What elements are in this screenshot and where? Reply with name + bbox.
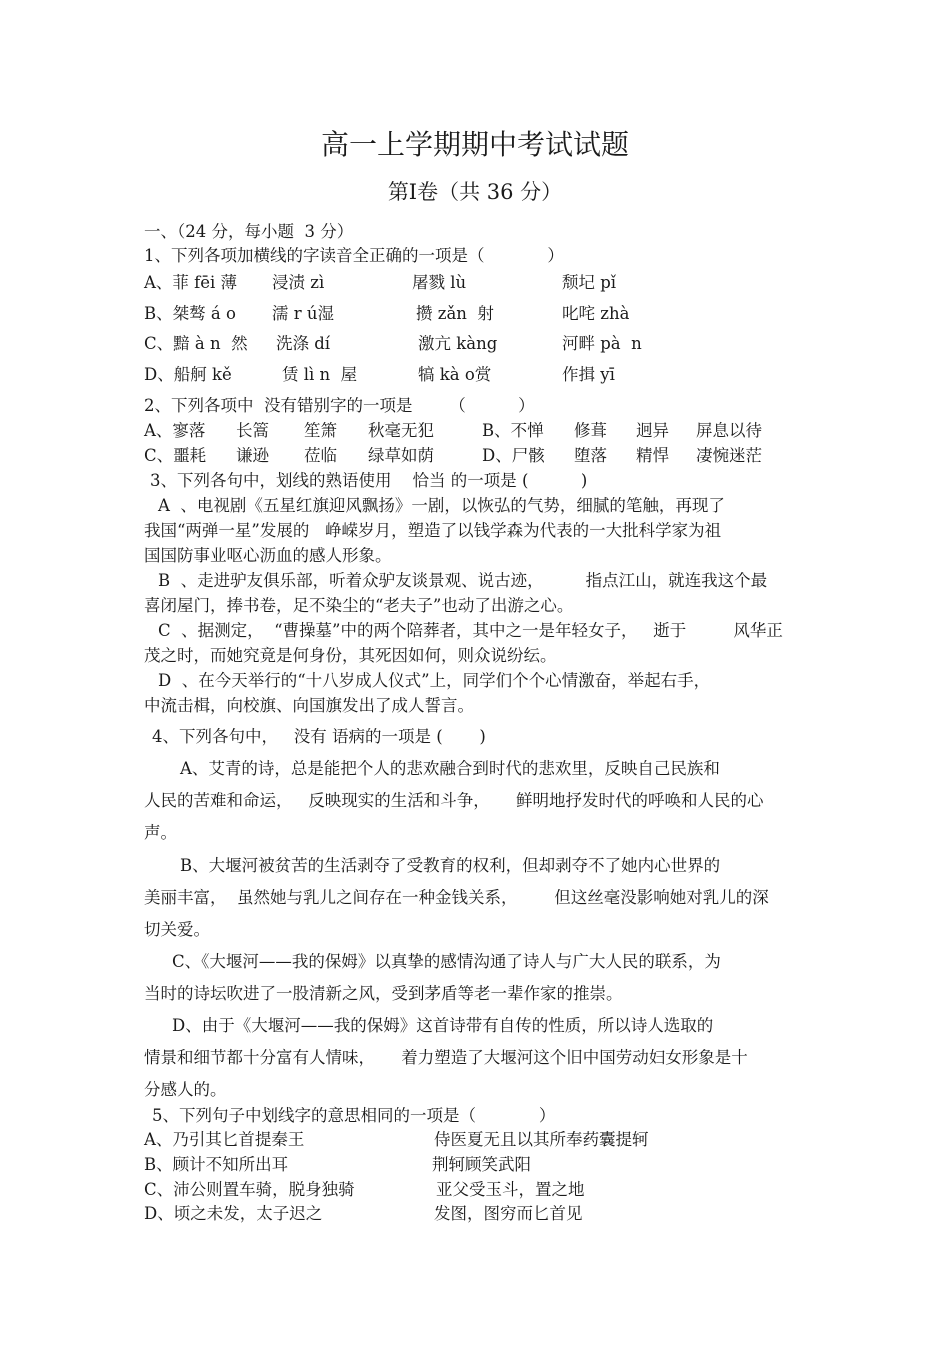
q5-option-c-right: 亚父受玉斗，置之地: [436, 1180, 585, 1199]
q1-option-a-4: 颓圮 pǐ: [562, 273, 617, 292]
q1-option-a-1: A、菲 fēi 薄: [144, 273, 238, 292]
q4-line-4: B、大堰河被贫苦的生活剥夺了受教育的权利，但却剥夺不了她内心世界的: [180, 856, 721, 875]
q2-a-word-4: 秋毫无犯: [368, 421, 434, 440]
q3-line-8: D 、在今天举行的“十八岁成人仪式”上，同学们个个心情激奋，举起右手，: [158, 671, 711, 690]
q5-stem: 5、下列句子中划线字的意思相同的一项是（ ）: [152, 1106, 556, 1125]
q4-line-8: 当时的诗坛吹进了一股清新之风，受到茅盾等老一辈作家的推崇。: [144, 984, 623, 1003]
section-subtitle: 第Ⅰ卷（共 36 分）: [387, 180, 563, 204]
q4-line-1: A、艾青的诗，总是能把个人的悲欢融合到时代的悲欢里，反映自己民族和: [180, 759, 720, 778]
q3-line-5: 喜闭屋门，捧书卷，足不染尘的“老夫子”也动了出游之心。: [144, 596, 574, 615]
q2-a-word-1: A、寥落: [144, 421, 206, 440]
q1-option-b-1: B、桀骜 á o: [144, 304, 236, 323]
q1-option-d-3: 犒 kà o赏: [418, 365, 492, 384]
q4-line-11: 分感人的。: [144, 1080, 227, 1099]
q1-option-a-2: 浸渍 zì: [272, 273, 325, 292]
q3-line-6: C 、据测定， “曹操墓”中的两个陪葬者，其中之一是年轻女子， 逝于 风华正: [158, 621, 783, 640]
q4-line-9: D、由于《大堰河——我的保姆》这首诗带有自传的性质，所以诗人选取的: [172, 1016, 714, 1035]
q2-c-word-2: 谦逊: [236, 446, 269, 465]
q3-stem: 3、下列各句中，划线的熟语使用 恰当 的一项是 ( ): [150, 471, 588, 490]
q1-option-d-2: 赁 lì n 屋: [282, 365, 358, 384]
q4-line-10: 情景和细节都十分富有人情味， 着力塑造了大堰河这个旧中国劳动妇女形象是十: [144, 1048, 748, 1067]
q2-a-word-2: 长篙: [236, 421, 269, 440]
q5-option-d-right: 发图，图穷而匕首见: [434, 1204, 583, 1223]
q1-option-d-1: D、船舸 kě: [144, 365, 232, 384]
q1-option-c-2: 洗涤 dí: [276, 334, 331, 353]
q4-line-5: 美丽丰富， 虽然她与乳儿之间存在一种金钱关系， 但这丝毫没影响她对乳儿的深: [144, 888, 769, 907]
q3-line-4: B 、走进驴友俱乐部，听着众驴友谈景观、说古迹， 指点江山，就连我这个最: [158, 571, 768, 590]
q2-a-word-3: 笙箫: [304, 421, 337, 440]
q3-line-9: 中流击楫，向校旗、向国旗发出了成人誓言。: [144, 696, 474, 715]
q1-option-b-3: 攒 zǎn 射: [416, 304, 494, 323]
q4-line-6: 切关爱。: [144, 920, 210, 939]
q1-stem: 1、下列各项加横线的字读音全正确的一项是（ ）: [144, 246, 564, 265]
q4-line-3: 声。: [144, 823, 177, 842]
q1-option-c-1: C、黯 à n 然: [144, 334, 248, 353]
q2-c-word-4: 绿草如荫: [368, 446, 434, 465]
q4-line-7: C、《大堰河——我的保姆》以真挚的感情沟通了诗人与广大人民的联系，为: [172, 952, 721, 971]
q1-option-b-2: 濡 r ú湿: [272, 304, 335, 323]
q1-option-a-3: 屠戮 lù: [412, 273, 467, 292]
q2-b-word-3: 迥异: [636, 421, 669, 440]
q2-c-word-1: C、噩耗: [144, 446, 207, 465]
q5-option-a-right: 侍医夏无且以其所奉药囊提轲: [434, 1130, 649, 1149]
q2-b-word-2: 修葺: [574, 421, 607, 440]
q2-d-word-4: 凄惋迷茫: [696, 446, 762, 465]
q2-b-word-4: 屏息以待: [696, 421, 762, 440]
q5-option-d-left: D、顷之未发，太子迟之: [144, 1204, 323, 1223]
q5-option-c-left: C、沛公则置车骑，脱身独骑: [144, 1180, 355, 1199]
q1-option-b-4: 叱咤 zhà: [562, 304, 630, 323]
q1-option-d-4: 作揖 yī: [562, 365, 615, 384]
q2-stem: 2、下列各项中 没有错别字的一项是 （ ）: [144, 396, 535, 415]
q3-line-3: 国国防事业呕心沥血的感人形象。: [144, 546, 392, 565]
q2-d-word-2: 堕落: [574, 446, 607, 465]
q2-d-word-3: 精悍: [636, 446, 669, 465]
q3-line-2: 我国“两弹一星”发展的 峥嵘岁月，塑造了以钱学森为代表的一大批科学家为祖: [144, 521, 722, 540]
q2-b-word-1: B、不惮: [482, 421, 544, 440]
q1-option-c-4: 河畔 pà n: [562, 334, 642, 353]
q4-stem: 4、下列各句中， 没有 语病的一项是 ( ): [152, 727, 486, 746]
q2-c-word-3: 莅临: [304, 446, 337, 465]
q1-option-c-3: 激亢 kàng: [418, 334, 498, 353]
page-title: 高一上学期期中考试试题: [320, 128, 629, 161]
section-heading: 一、（24 分，每小题 3 分）: [144, 222, 354, 241]
q5-option-b-left: B、顾计不知所出耳: [144, 1155, 289, 1174]
q5-option-b-right: 荆轲顾笑武阳: [432, 1155, 531, 1174]
q5-option-a-left: A、乃引其匕首提秦王: [144, 1130, 305, 1149]
q2-d-word-1: D、尸骸: [482, 446, 545, 465]
q4-line-2: 人民的苦难和命运， 反映现实的生活和斗争， 鲜明地抒发时代的呼唤和人民的心: [144, 791, 764, 810]
q3-line-7: 茂之时，而她究竟是何身份，其死因如何，则众说纷纭。: [144, 646, 557, 665]
q3-line-1: A 、电视剧《五星红旗迎风飘扬》一剧，以恢弘的气势，细腻的笔触，再现了: [158, 496, 725, 515]
